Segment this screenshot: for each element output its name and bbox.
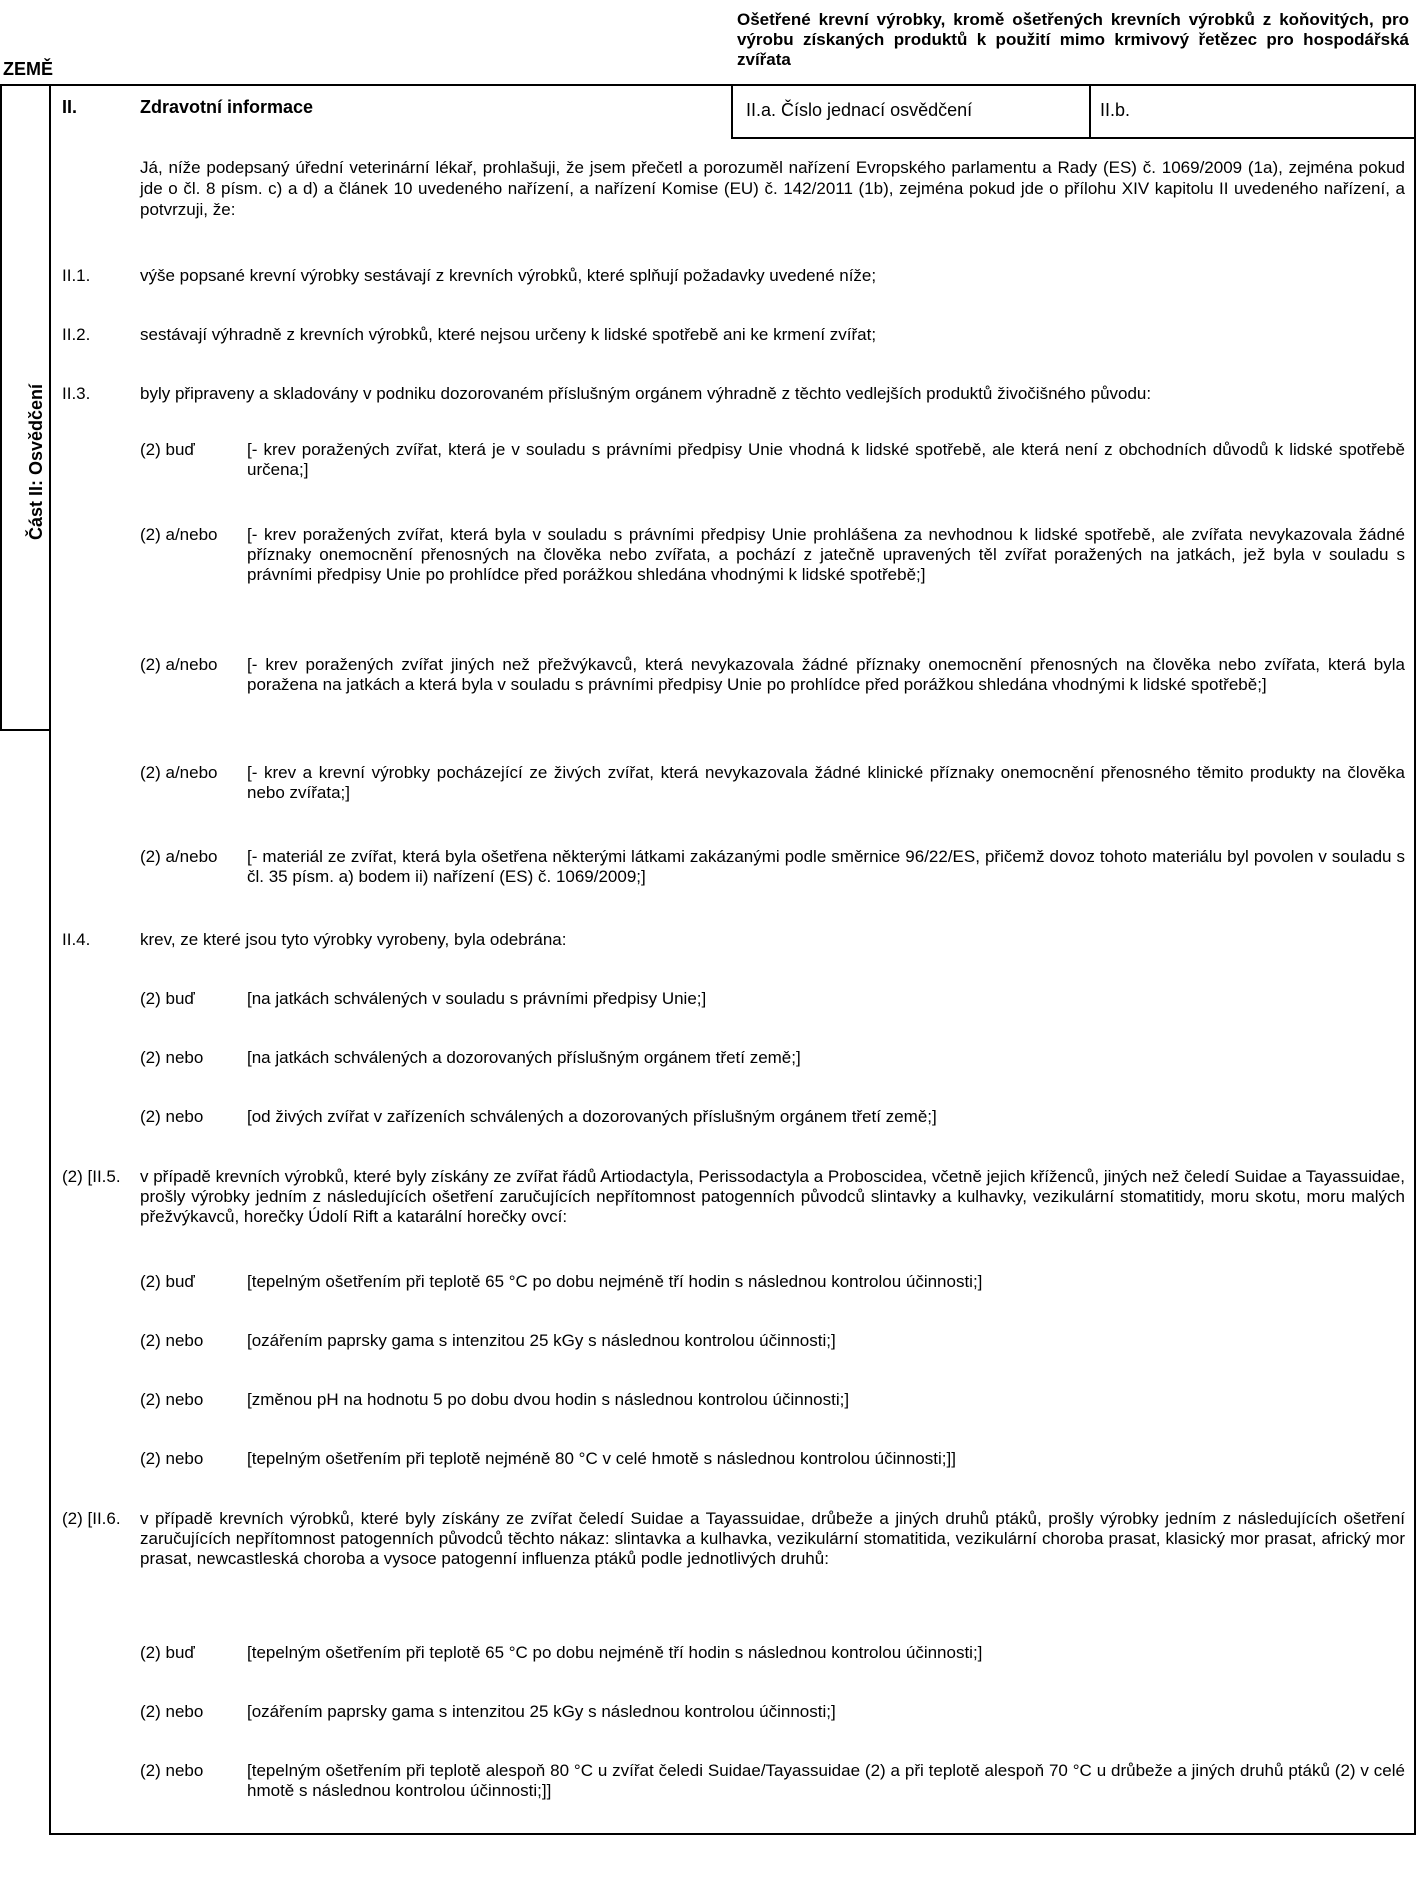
option-text: [tepelným ošetřením při teplotě nejméně 80 °C v celé hmotě s následnou kontrolou účinnosti;]] <box>247 1449 956 1468</box>
option-label: (2) buď <box>140 1272 195 1291</box>
option-label: (2) a/nebo <box>140 763 218 782</box>
section-number: II. <box>62 97 78 117</box>
item-text: krev, ze které jsou tyto výrobky vyrobeny, byla odebrána: <box>140 930 567 949</box>
sidebar-bottom <box>0 729 50 731</box>
option-text: [- krev poražených zvířat jiných než přežvýkavců, která nevykazovala žádné příznaky onemocnění přenosných na člověka nebo zvířata, která byla poražena na jatkách a která byla v souladu s právními předpisy Unie po prohlídce před porážkou shledána vhodnými k lidské spotřebě;] <box>247 655 1405 694</box>
frame-bottom <box>49 1833 1416 1835</box>
option-text: [tepelným ošetřením při teplotě 65 °C po dobu nejméně tří hodin s následnou kontrolou účinnosti;] <box>247 1643 983 1662</box>
item-number: II.4. <box>62 930 91 949</box>
option-text: [- krev a krevní výrobky pocházející ze živých zvířat, která nevykazovala žádné klinické příznaky onemocnění přenosného těmito produkty na člověka nebo zvířata;] <box>247 763 1405 802</box>
option-label: (2) nebo <box>140 1449 204 1468</box>
sidebar-left <box>0 84 2 730</box>
item-text: byly připraveny a skladovány v podniku dozorovaném příslušným orgánem výhradně z těchto vedlejších produktů živočišného původu: <box>140 384 1152 403</box>
option-label: (2) nebo <box>140 1048 204 1067</box>
option-label: (2) a/nebo <box>140 655 218 674</box>
option-text: [tepelným ošetřením při teplotě alespoň 80 °C u zvířat čeledi Suidae/Tayassuidae (2) a při teplotě alespoň 70 °C u drůbeže a jiných druhů ptáků (2) v celé hmotě s následnou kontrolou účinnosti;]] <box>247 1761 1405 1800</box>
option-label: (2) buď <box>140 989 195 1008</box>
option-label: (2) buď <box>140 1643 195 1662</box>
item-text: v případě krevních výrobků, které byly získány ze zvířat čeledí Suidae a Tayassuidae, drůbeže a jiných druhů ptáků, prošly výrobky jedním z následujících ošetření zaručujících nepřítomnost patogenních původců těchto nákaz: slintavka a kulhavka, vezikulární stomatitida, vezikulární choroba prasat, klasický mor prasat, africký mor prasat, newcastleská choroba a vysoce patogenní influenza ptáků podle jednotlivých druhů: <box>140 1509 1405 1568</box>
option-text: [od živých zvířat v zařízeních schválených a dozorovaných příslušným orgánem třetí země;] <box>247 1107 937 1126</box>
item-text: sestávají výhradně z krevních výrobků, které nejsou určeny k lidské spotřebě ani ke krmení zvířat; <box>140 325 877 344</box>
option-text: [na jatkách schválených a dozorovaných příslušným orgánem třetí země;] <box>247 1048 801 1067</box>
ref-a-label: II.a. Číslo jednací osvědčení <box>746 100 973 120</box>
item-text: výše popsané krevní výrobky sestávají z krevních výrobků, které splňují požadavky uvedené níže; <box>140 266 877 285</box>
option-text: [na jatkách schválených v souladu s právními předpisy Unie;] <box>247 989 707 1008</box>
sidebar-right <box>49 84 51 1835</box>
side-label: Část II: Osvědčení <box>26 383 46 540</box>
option-label: (2) buď <box>140 440 195 459</box>
option-label: (2) a/nebo <box>140 847 218 866</box>
item-number: II.2. <box>62 325 91 344</box>
item-number: (2) [II.5. <box>62 1167 121 1186</box>
header-divider <box>0 84 1416 86</box>
option-label: (2) nebo <box>140 1702 204 1721</box>
country-label: ZEMĚ <box>3 59 54 79</box>
option-label: (2) nebo <box>140 1331 204 1350</box>
option-text: [tepelným ošetřením při teplotě 65 °C po dobu nejméně tří hodin s následnou kontrolou účinnosti;] <box>247 1272 983 1291</box>
option-label: (2) nebo <box>140 1390 204 1409</box>
intro-paragraph: Já, níže podepsaný úřední veterinární lékař, prohlašuji, že jsem přečetl a porozuměl nařízení Evropského parlamentu a Rady (ES) č. 1069/2009 (1a), zejména pokud jde o čl. 8 písm. c) a d) a článek 10 uvedeného nařízení, a nařízení Komise (EU) č. 142/2011 (1b), zejména pokud jde o přílohu XIV kapitolu II uvedeného nařízení, a potvrzuji, že: <box>140 158 1405 219</box>
ref-b-label: II.b. <box>1100 100 1131 120</box>
item-text: v případě krevních výrobků, které byly získány ze zvířat řádů Artiodactyla, Perissodactyla a Proboscidea, včetně jejich kříženců, jiných než čeledí Suidae a Tayassuidae, prošly výrobky jedním z následujících ošetření zaručujících nepřítomnost patogenních původců slintavky a kulhavky, vezikulární stomatitidy, moru skotu, moru malých přežvýkavců, horečky Údolí Rift a katarální horečky ovcí: <box>140 1167 1405 1226</box>
option-text: [- krev poražených zvířat, která byla v souladu s právními předpisy Unie prohlášena za nevhodnou k lidské spotřebě, ale zvířata nevykazovala žádné příznaky onemocnění přenosných na člověka nebo zvířata, a pochází z jatečně upravených těl zvířat poražených na jatkách, jež byla v souladu s právními předpisy Unie po prohlídce před porážkou shledána vhodnými k lidské spotřebě;] <box>247 525 1405 584</box>
option-text: [- materiál ze zvířat, která byla ošetřena některými látkami zakázanými podle směrnice 96/22/ES, přičemž dovoz tohoto materiálu byl povolen v souladu s čl. 35 písm. a) bodem ii) nařízení (ES) č. 1069/2009;] <box>247 847 1405 886</box>
ref-box-left <box>731 84 733 138</box>
item-number: (2) [II.6. <box>62 1509 121 1528</box>
option-text: [ozářením paprsky gama s intenzitou 25 kGy s následnou kontrolou účinnosti;] <box>247 1331 836 1350</box>
section-title: Zdravotní informace <box>140 97 314 117</box>
document-title: Ošetřené krevní výrobky, kromě ošetřených krevních výrobků z koňovitých, pro výrobu získaných produktů k použití mimo krmivový řetězec pro hospodářská zvířata <box>737 10 1409 69</box>
item-number: II.3. <box>62 384 91 403</box>
option-text: [změnou pH na hodnotu 5 po dobu dvou hodin s následnou kontrolou účinnosti;] <box>247 1390 850 1409</box>
ref-box-mid <box>1089 84 1091 138</box>
option-text: [- krev poražených zvířat, která je v souladu s právními předpisy Unie vhodná k lidské spotřebě, ale která není z obchodních důvodů k lidské spotřebě určena;] <box>247 440 1405 479</box>
frame-right <box>1414 84 1416 1835</box>
option-text: [ozářením paprsky gama s intenzitou 25 kGy s následnou kontrolou účinnosti;] <box>247 1702 836 1721</box>
option-label: (2) nebo <box>140 1107 204 1126</box>
option-label: (2) a/nebo <box>140 525 218 544</box>
ref-box-bottom <box>731 137 1416 139</box>
option-label: (2) nebo <box>140 1761 204 1780</box>
item-number: II.1. <box>62 266 91 285</box>
